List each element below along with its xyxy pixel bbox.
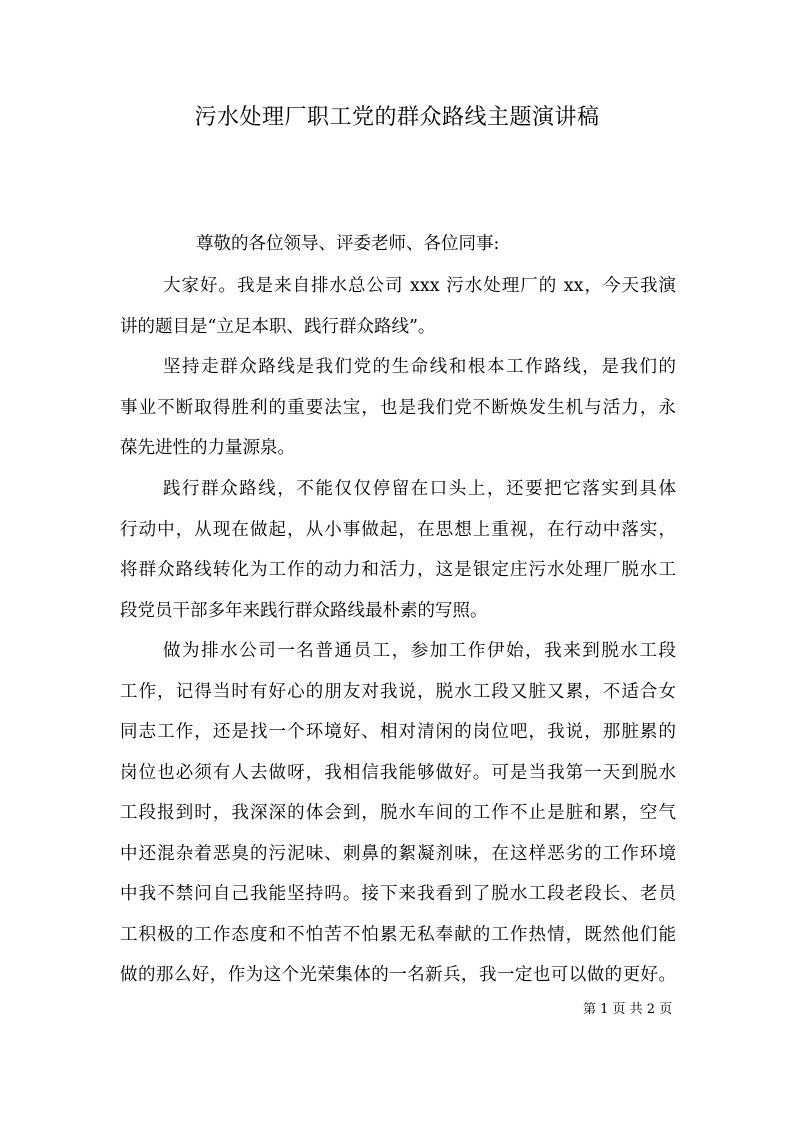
paragraph-line: 段党员干部多年来践行群众路线最朴素的写照。 [120,600,488,621]
paragraph-line: 事业不断取得胜利的重要法宝，也是我们党不断焕发生机与活力，永 [120,397,676,418]
page-number-footer: 第 1 页 共 2 页 [583,1002,673,1017]
salutation: 尊敬的各位领导、评委老师、各位同事: [196,234,500,254]
paragraph-line: 做为排水公司一名普通员工，参加工作伊始，我来到脱水工段 [163,641,676,661]
paragraph-line: 中我不禁问自己我能坚持吗。接下来我看到了脱水工段老段长、老员 [120,884,676,904]
paragraph-line: 大家好。我是来自排水总公司 xxx 污水处理厂的 xx，今天我演 [163,276,676,296]
document-title: 污水处理厂职工党的群众路线主题演讲稿 [194,105,600,130]
paragraph-line: 做的那么好，作为这个光荣集体的一名新兵，我一定也可以做的更好。 [120,965,676,985]
paragraph-line: 讲的题目是“立足本职、践行群众路线”。 [120,316,436,337]
paragraph-4 [120,631,676,996]
paragraph-line: 工作，记得当时有好心的朋友对我说，脱水工段又脏又累，不适合女 [120,681,676,702]
paragraph-line: 将群众路线转化为工作的动力和活力，这是银定庄污水处理厂脱水工 [120,560,676,580]
paragraph-line: 行动中，从现在做起，从小事做起，在思想上重视，在行动中落实， [120,519,676,540]
paragraph-line: 葆先进性的力量源泉。 [120,438,295,458]
paragraph-line: 工积极的工作态度和不怕苦不怕累无私奉献的工作热情，既然他们能 [120,924,676,945]
paragraph-3 [120,469,676,631]
paragraph-line: 工段报到时，我深深的体会到，脱水车间的工作不止是脏和累，空气 [120,803,676,823]
paragraph-line: 岗位也必须有人去做呀，我相信我能够做好。可是当我第一天到脱水 [120,762,676,783]
paragraph-line: 践行群众路线，不能仅仅停留在口头上，还要把它落实到具体 [163,479,676,499]
paragraph-line: 中还混杂着恶臭的污泥味、刺鼻的絮凝剂味，在这样恶劣的工作环境 [120,843,676,864]
paragraph-line: 坚持走群众路线是我们党的生命线和根本工作路线，是我们的 [163,357,676,377]
paragraph-2 [120,347,676,469]
paragraph-1 [120,266,676,347]
paragraph-line: 同志工作，还是找一个环境好、相对清闲的岗位吧，我说，那脏累的 [120,722,676,742]
